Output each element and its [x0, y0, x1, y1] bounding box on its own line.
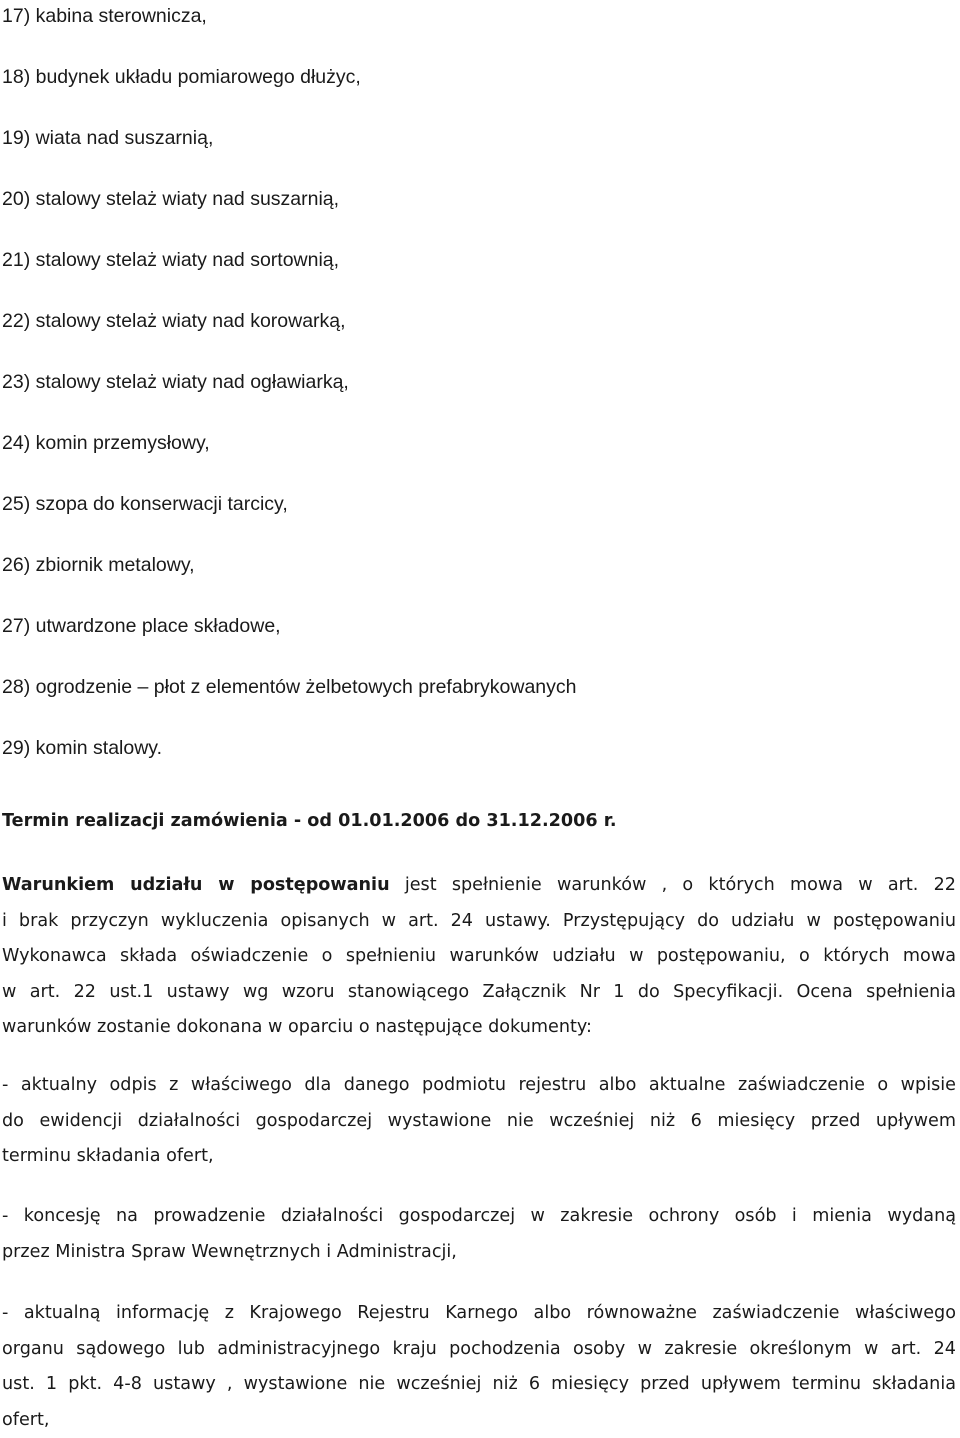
list-item: 28) ogrodzenie – płot z elementów żelbetowych prefabrykowanych: [2, 671, 952, 702]
conditions-bold-lead: Warunkiem udziału w postępowaniu: [2, 875, 390, 895]
list-item: 18) budynek układu pomiarowego dłużyc,: [2, 61, 952, 92]
conditions-line-text: warunków zostanie dokonana w oparciu o następujące dokumenty:: [2, 1017, 592, 1037]
document-item-license: [2, 1199, 956, 1270]
paragraph-line: [2, 868, 956, 904]
conditions-line-text: i brak przyczyn wykluczenia opisanych w art. 24 ustawy. Przystępujący do udziału w postępowaniu: [2, 911, 956, 931]
paragraph-line: [2, 904, 956, 940]
completion-term-heading: Termin realizacji zamówienia - od 01.01.2006 do 31.12.2006 r.: [2, 804, 956, 840]
item-line-text: ofert,: [2, 1410, 50, 1430]
paragraph-line: [2, 1367, 956, 1403]
list-item: 19) wiata nad suszarnią,: [2, 122, 952, 153]
paragraph-line: [2, 1332, 956, 1368]
paragraph-line: [2, 1104, 956, 1140]
item-line-text: do ewidencji działalności gospodarczej wystawione nie wcześniej niż 6 miesięcy przed upływem: [2, 1111, 956, 1131]
item-line-text: przez Ministra Spraw Wewnętrznych i Administracji,: [2, 1242, 457, 1262]
paragraph-line: [2, 1199, 956, 1235]
conditions-line-text: w art. 22 ust.1 ustawy wg wzoru stanowiącego Załącznik Nr 1 do Specyfikacji. Ocena spełnienia: [2, 982, 956, 1002]
conditions-line-text: Wykonawca składa oświadczenie o spełnieniu warunków udziału w postępowaniu, o których mowa: [2, 946, 956, 966]
item-line-text: - aktualną informację z Krajowego Rejestru Karnego albo równoważne zaświadczenie właściwego: [2, 1303, 956, 1323]
paragraph-line: [2, 939, 956, 975]
list-item: 21) stalowy stelaż wiaty nad sortownią,: [2, 244, 952, 275]
paragraph-line: [2, 1296, 956, 1332]
paragraph-line: [2, 1010, 956, 1046]
item-line-text: organu sądowego lub administracyjnego kraju pochodzenia osoby w zakresie określonym w art. 24: [2, 1339, 956, 1359]
list-item: 23) stalowy stelaż wiaty nad ogławiarką,: [2, 366, 952, 397]
list-item: 24) komin przemysłowy,: [2, 427, 952, 458]
list-item: 20) stalowy stelaż wiaty nad suszarnią,: [2, 183, 952, 214]
list-item: 22) stalowy stelaż wiaty nad korowarką,: [2, 305, 952, 336]
facility-list: [2, 0, 952, 793]
list-item: 25) szopa do konserwacji tarcicy,: [2, 488, 952, 519]
participation-conditions-paragraph: [2, 868, 956, 1046]
document-item-registry-extract: [2, 1068, 956, 1175]
paragraph-line: [2, 1403, 956, 1438]
item-line-text: ust. 1 pkt. 4-8 ustawy , wystawione nie wcześniej niż 6 miesięcy przed upływem terminu składania: [2, 1374, 956, 1394]
paragraph-line: [2, 1068, 956, 1104]
paragraph-line: [2, 975, 956, 1011]
list-item: 17) kabina sterownicza,: [2, 1, 952, 31]
paragraph-line: [2, 1139, 956, 1175]
list-item: 26) zbiornik metalowy,: [2, 549, 952, 580]
document-item-criminal-record: [2, 1296, 956, 1438]
paragraph-line: [2, 1235, 956, 1271]
item-line-text: - koncesję na prowadzenie działalności gospodarczej w zakresie ochrony osób i mienia wydaną: [2, 1206, 956, 1226]
list-item: 27) utwardzone place składowe,: [2, 610, 952, 641]
item-line-text: - aktualny odpis z właściwego dla danego podmiotu rejestru albo aktualne zaświadczenie o wpisie: [2, 1075, 956, 1095]
list-item: 29) komin stalowy.: [2, 732, 952, 763]
conditions-line-text: jest spełnienie warunków , o których mowa w art. 22: [390, 875, 956, 895]
item-line-text: terminu składania ofert,: [2, 1146, 214, 1166]
